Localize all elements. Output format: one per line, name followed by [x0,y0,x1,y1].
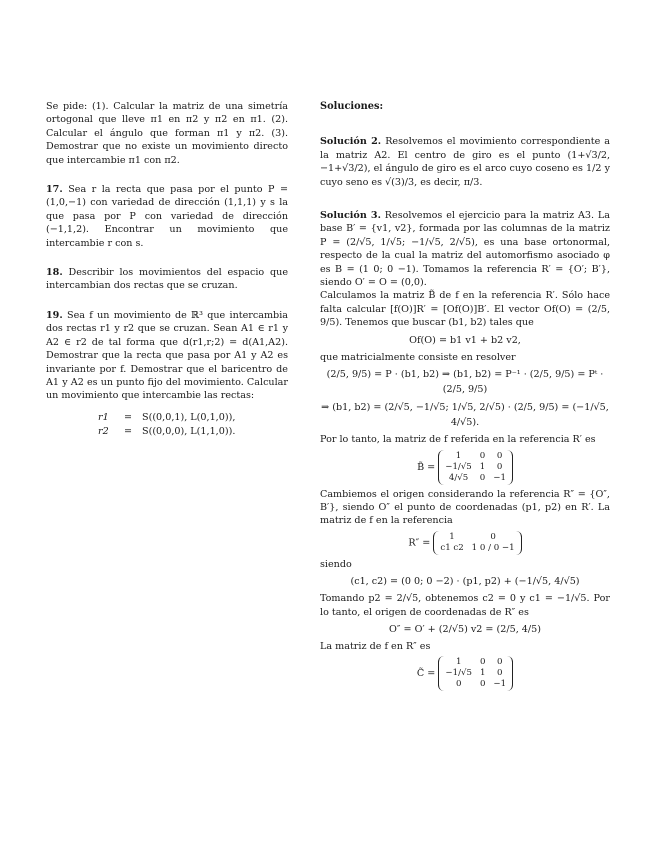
matrix-ctilde-cell: −1 [493,679,507,690]
equation-c: (c1, c2) = (0 0; 0 −2) · (p1, p2) + (−1/√5, 4/√5) [350,576,580,588]
matrix-btilde-grid [445,451,506,484]
equation-bv: Of(O) = b1 v1 + b2 v2, [409,334,521,346]
matrix-ctilde-cell: 1 [455,657,462,668]
matrix-ctilde-cell: 1 [479,668,486,679]
problem-18 [46,266,288,293]
matrix-rpp-cell: c1 c2 [440,542,464,553]
matrix-btilde-cell: 0 [496,450,503,461]
solution-3-text-2: Calculamos la matriz B̃ de f en la referencia R′. Sólo hace falta calcular [f(O)]R′ = [Of(O)]B′. El vector Of(O) = (2/5, 9/5). Tenemos que buscar (b1, b2) tales que [320,290,610,329]
matrix-ctilde-cell: 0 [497,668,503,679]
matrix-rpp-cell: 0 [490,531,496,542]
solution-2-title: Solución 2. [320,136,382,148]
problem-17 [46,183,288,250]
solution-3-text-1: Resolvemos el ejercicio para la matriz A3. La base B′ = {v1, v2}, formada por las columnas de la matriz P = (2/√5, 1/√5; −1/√5, 2/√5), es una base ortonormal, respecto de la cual la matriz del automorfismo asociado φ es B = (1 0; 0 −1). Tomamos la referencia R′ = {O′; B′}, siendo O′ = O = (0,0). [320,210,610,289]
solution-3-text-7: La matriz de f en R″ es [320,640,431,652]
problem-18-text: Describir los movimientos del espacio que intercambian dos rectas que se cruzan. [46,267,288,292]
matrix-ctilde-label: C̃ = [416,668,436,680]
matrix-ctilde-cell: 0 [479,657,486,668]
problem-17-text: Sea r la recta que pasa por el punto P = (1,0,−1) con variedad de dirección (1,1,1) y s la que pasa por P con variedad de dirección (−1,1,2). Encontrar un movimiento que intercambie r con s. [46,184,288,249]
matrix-btilde-cell: 4/√5 [448,472,469,483]
matrix-btilde-cell: 1 [479,461,486,472]
solution-3-text-3: que matricialmente consiste en resolver [320,351,516,363]
matrix-btilde [320,450,610,485]
matrix-rpp-cell: 1 [449,531,455,542]
equation-origin: O″ = O′ + (2/√5) v2 = (2/5, 4/5) [389,623,541,635]
matrix-ctilde-cell: 0 [479,679,486,690]
problem-19-number: 19. [46,309,63,321]
matrix-btilde-cell: −1 [493,472,506,483]
matrix-btilde-label: B̃ = [417,461,436,473]
problem-19 [46,309,288,403]
matrix-btilde-cell: 0 [496,461,503,472]
matrix-ctilde-grid [445,657,506,690]
matrix-ctilde-cell: −1/√5 [445,668,472,679]
matrix-ctilde [320,656,610,691]
problem-18-number: 18. [46,267,63,279]
matrix-ctilde-cell: 0 [497,657,503,668]
solution-3-title: Solución 3. [320,210,381,222]
solution-3-intro [320,209,610,289]
matrix-rpp-label: R″ = [408,537,431,549]
problem-19-text: Sea f un movimiento de ℝ³ que intercambia dos rectas r1 y r2 que se cruzan. Sean A1 ∈ r1 y A2 ∈ r2 de tal forma que d(r1,r;2) = d(A1,A2). Demostrar que la recta que pasa por A1 y A2 es invariante por f. Demostrar que el baricentro de A1 y A2 es un punto fijo del movimiento. Calcular un movimiento que intercambie las rectas: [46,309,288,402]
equation-matrix-1: (2/5, 9/5) = P · (b1, b2) ⇒ (b1, b2) = P⁻¹ · (2/5, 9/5) = Pᵗ · (2/5, 9/5) [326,369,604,396]
lines-equations [98,411,288,439]
matrix-btilde-cell: 0 [479,472,486,483]
left-column [46,100,288,439]
intro-paragraph: Se pide: (1). Calcular la matriz de una simetría ortogonal que lleve π1 en π2 y π2 en π1. (2). Calcular el ángulo que forman π1 y π2. (3). Demostrar que no existe un movimiento directo que intercambie π1 con π2. [46,101,288,166]
equation-r1: r1 = S((0,0,1), L(0,1,0)), [98,411,236,423]
matrix-ctilde-cell: 0 [455,679,462,690]
right-column [320,100,610,694]
solution-2-text: Resolvemos el movimiento correspondiente a la matriz A2. El centro de giro es el punto (1+√3/2, −1+√3/2), el ángulo de giro es el arco cuyo coseno es 1/2 y cuyo seno es √(3)/3, es decir, π/3. [320,136,610,188]
matrix-rpp-cell: 1 0 / 0 −1 [471,542,515,553]
solution-3-text-5: Cambiemos el origen considerando la referencia R″ = {O″, B′}, siendo O″ el punto de coordenadas (p1, p2) en R′. La matriz de f en la referencia [320,488,610,527]
solutions-heading: Soluciones: [320,101,384,112]
matrix-rpp-grid [440,532,514,554]
problem-17-number: 17. [46,184,63,196]
equation-r2: r2 = S((0,0,0), L(1,1,0)). [98,425,236,437]
matrix-rpp [320,531,610,555]
matrix-btilde-cell: 0 [479,450,486,461]
equation-matrix-2: ⇒ (b1, b2) = (2/√5, −1/√5; 1/√5, 2/√5) · (2/5, 9/5) = (−1/√5, 4/√5). [321,402,609,429]
matrix-btilde-cell: 1 [455,450,462,461]
siendo-text: siendo [320,558,352,570]
matrix-btilde-cell: −1/√5 [445,461,472,472]
solution-3-text-4: Por lo tanto, la matriz de f referida en la referencia R′ es [320,434,596,446]
solution-3-text-6: Tomando p2 = 2/√5, obtenemos c2 = 0 y c1 = −1/√5. Por lo tanto, el origen de coordenadas de R″ es [320,593,610,618]
solution-2 [320,135,610,189]
